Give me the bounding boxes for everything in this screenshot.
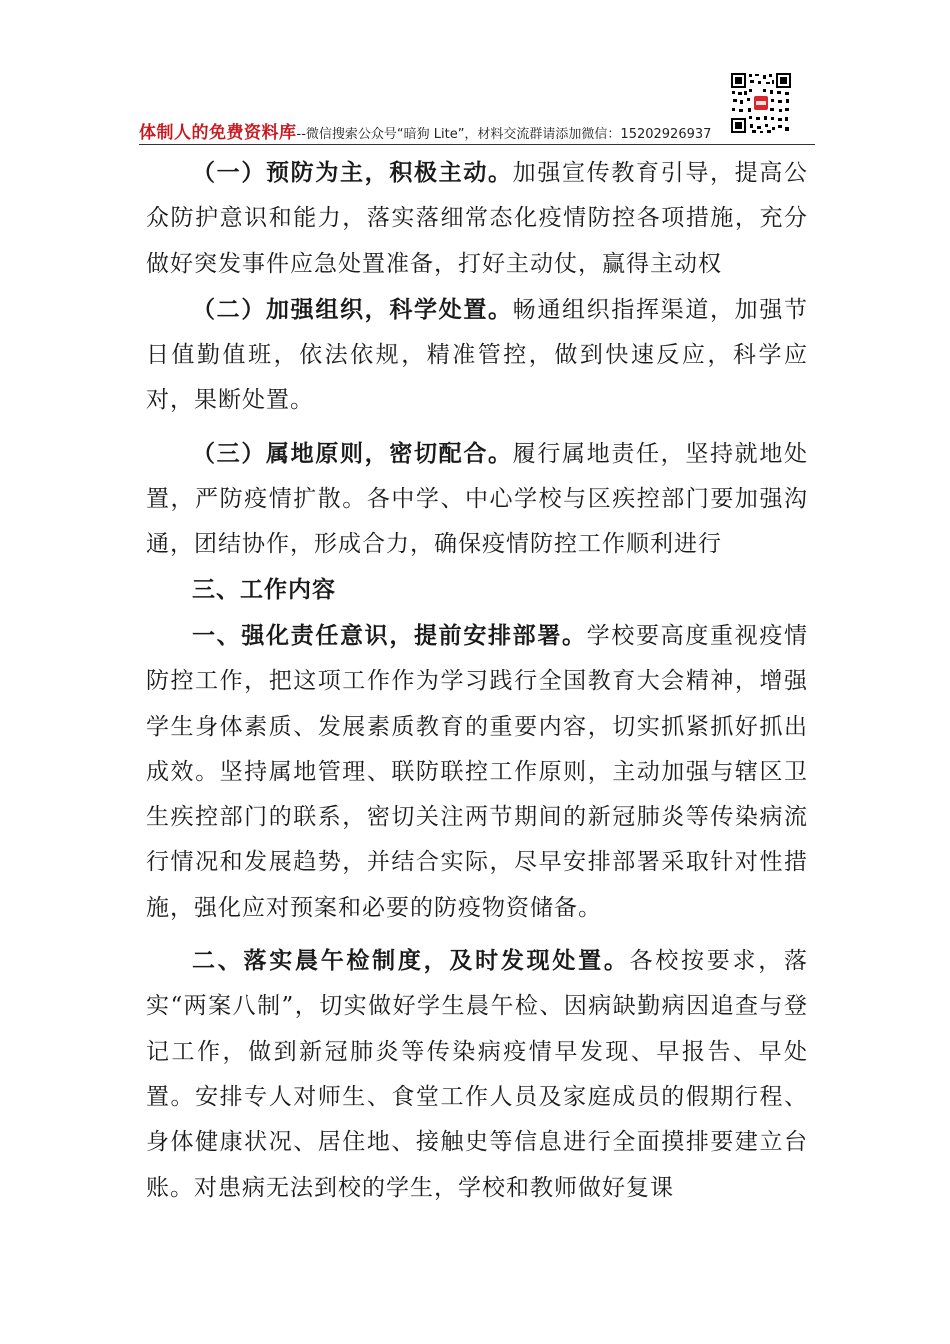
document-body bbox=[146, 150, 808, 1211]
work-item-lead: 一、强化责任意识，提前安排部署。 bbox=[192, 621, 587, 649]
principle-body: 履行属地责任，坚持就地处置，严防疫情扩散。各中学、中心学校与区疾控部门要加强沟通，团结协作，形成合力，确保疫情防控工作顺利进行 bbox=[146, 440, 809, 558]
principle-lead: （三）属地原则，密切配合。 bbox=[192, 439, 513, 467]
work-item-1 bbox=[146, 613, 808, 931]
principle-lead: （二）加强组织，科学处置。 bbox=[192, 295, 513, 323]
principle-lead: （一）预防为主，积极主动。 bbox=[192, 159, 513, 186]
principle-paragraph-2 bbox=[146, 287, 808, 424]
principle-body: 畅通组织指挥渠道，加强节日值勤值班，依法依规，精准管控，做到快速反应，科学应对，果断处置。 bbox=[146, 296, 809, 414]
header-brand: 体制人的免费资料库 bbox=[139, 123, 297, 143]
header-notice: --微信搜索公众号“暗狗 Lite”，材料交流群请添加微信：15202926937 bbox=[296, 127, 712, 142]
work-item-body: 各校按要求，落实“两案八制”，切实做好学生晨午检、因病缺勤病因追查与登记工作，做到新冠肺炎等传染病疫情早发现、早报告、早处置。安排专人对师生、食堂工作人员及家庭成员的假期行程、身体健康状况、居住地、接触史等信息进行全面摸排要建立台账。对患病无法到校的学生，学校和教师做好复课 bbox=[146, 948, 809, 1201]
work-item-2 bbox=[146, 938, 808, 1211]
section-heading: 三、工作内容 bbox=[192, 576, 336, 603]
principle-paragraph-3 bbox=[146, 431, 808, 568]
work-item-body: 学校要高度重视疫情防控工作，把这项工作作为学习践行全国教育大会精神，增强学生身体素质、发展素质教育的重要内容，切实抓紧抓好抓出成效。坚持属地管理、联防联控工作原则，主动加强与辖区卫生疾控部门的联系，密切关注两节期间的新冠肺炎等传染病流行情况和发展趋势，并结合实际，尽早安排部署采取针对性措施，强化应对预案和必要的防疫物资储备。 bbox=[146, 622, 809, 921]
work-item-lead: 二、落实晨午检制度，及时发现处置。 bbox=[192, 947, 630, 975]
principle-paragraph-1 bbox=[146, 150, 808, 287]
header-rule bbox=[139, 144, 815, 145]
principle-body: 加强宣传教育引导，提高公众防护意识和能力，落实落细常态化疫情防控各项措施，充分做好突发事件应急处置准备，打好主动仗，赢得主动权 bbox=[146, 160, 809, 277]
